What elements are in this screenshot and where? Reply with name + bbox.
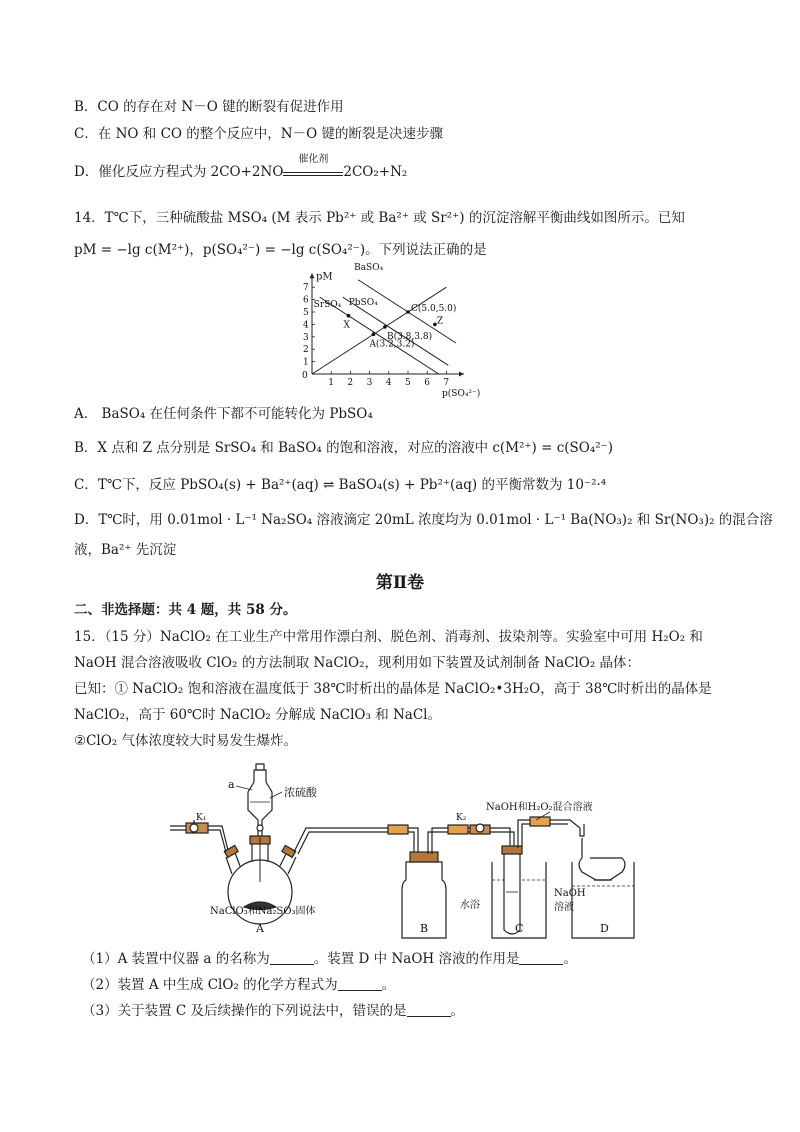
data-point xyxy=(372,333,376,337)
series-name-label: PbSO₄ xyxy=(348,298,378,309)
q14-option-b: B．X 点和 Z 点分别是 SrSO₄ 和 BaSO₄ 的饱和溶液，对应的溶液中 c(M²⁺) = c(SO₄²⁻) xyxy=(74,440,614,456)
q15-sub3-end: 。 xyxy=(450,1003,465,1019)
q15-sub1-text2: 。装置 D 中 NaOH 溶液的作用是 xyxy=(313,951,520,967)
data-point xyxy=(406,310,410,314)
section-title: 第Ⅱ卷 xyxy=(375,573,425,593)
answer-blank[interactable] xyxy=(407,1004,451,1017)
q15-sub2 xyxy=(82,975,395,995)
q15-sub2-text: （2）装置 A 中生成 ClO₂ 的化学方程式为 xyxy=(82,977,338,993)
series-name-label: SrSO₄ xyxy=(313,300,342,311)
answer-blank[interactable] xyxy=(338,978,382,991)
catalyst-arrow xyxy=(283,154,343,176)
apparatus-c xyxy=(448,817,580,938)
q15-stem-line1: 15．（15 分）NaClO₂ 在工业生产中常用作漂白剂、脱色剂、消毒剂、拔染剂等。实验室中可用 H₂O₂ 和 xyxy=(74,629,703,645)
q14-stem-line2: pM = −lg c(M²⁺)，p(SO₄²⁻) = −lg c(SO₄²⁻)。下列说法正确的是 xyxy=(74,242,487,258)
label-apparatus-a: A xyxy=(256,922,264,935)
q15-known-line1: 已知：① NaClO₂ 饱和溶液在温度低于 38℃时析出的晶体是 NaClO₂•3H₂O，高于 38℃时析出的晶体是 xyxy=(74,681,712,697)
q15-sub3 xyxy=(82,1001,464,1021)
origin-label: 0 xyxy=(302,371,308,381)
x-tick-label: 6 xyxy=(424,378,430,388)
catalyst-label: 催化剂 xyxy=(298,154,329,165)
label-mixed-solution: NaOH和H₂O₂混合溶液 xyxy=(486,802,593,813)
answer-blank[interactable] xyxy=(270,952,314,965)
q15-known-line2: NaClO₂，高于 60℃时 NaClO₂ 分解成 NaClO₃ 和 NaCl。 xyxy=(74,707,441,723)
label-k1: K₁ xyxy=(196,813,207,823)
answer-blank[interactable] xyxy=(519,952,563,965)
y-tick-label: 7 xyxy=(303,283,309,294)
x-axis-arrow xyxy=(459,372,464,377)
label-water-bath: 水浴 xyxy=(460,900,480,911)
q13-option-c: C．在 NO 和 CO 的整个反应中，N－O 键的断裂是决速步骤 xyxy=(74,126,443,142)
x-tick-label: 2 xyxy=(347,378,354,388)
q14-option-d-line2: 液，Ba²⁺ 先沉淀 xyxy=(74,542,177,558)
label-naoh: NaOH xyxy=(554,888,586,899)
q15-sub1-text: （1）A 装置中仪器 a 的名称为 xyxy=(82,951,270,967)
x-tick-label: 7 xyxy=(443,378,450,388)
q15-stem-line2: NaOH 混合溶液吸收 ClO₂ 的方法制取 NaClO₂，现利用如下装置及试剂制备 NaClO₂ 晶体： xyxy=(74,655,641,671)
apparatus-d xyxy=(572,824,634,938)
label-solid: NaClO₃和Na₂SO₃固体 xyxy=(210,906,316,917)
q15-sub1 xyxy=(82,949,577,969)
label-conc-acid: 浓硫酸 xyxy=(284,786,317,799)
y-axis-arrow xyxy=(310,273,315,278)
q15-sub1-end: 。 xyxy=(563,951,577,967)
q13-option-b: B．CO 的存在对 N－O 键的断裂有促进作用 xyxy=(74,99,344,115)
label-apparatus-b: B xyxy=(420,922,429,935)
y-tick-label: 6 xyxy=(303,295,309,306)
section-heading: 二、非选择题：共 4 题，共 58 分。 xyxy=(74,602,297,618)
q13-option-d-products: 2CO₂+N₂ xyxy=(343,164,408,180)
point-label: X xyxy=(343,320,350,331)
label-apparatus-c: C xyxy=(515,922,524,935)
x-tick-label: 4 xyxy=(385,378,392,388)
q14-option-d-line1: D．T℃时，用 0.01mol · L⁻¹ Na₂SO₄ 溶液滴定 20mL 浓度均为 0.01mol · L⁻¹ Ba(NO₃)₂ 和 Sr(NO₃)₂ 的混合溶 xyxy=(74,512,773,528)
q15-known-line3: ②ClO₂ 气体浓度较大时易发生爆炸。 xyxy=(74,733,298,749)
x-tick-label: 3 xyxy=(366,378,373,388)
apparatus-diagram xyxy=(170,762,640,942)
y-tick-label: 3 xyxy=(303,332,309,343)
label-a: a xyxy=(228,778,235,791)
q15-sub2-end: 。 xyxy=(381,977,396,993)
q13-option-d-text: D．催化反应方程式为 2CO+2NO xyxy=(74,164,284,180)
solubility-chart xyxy=(290,262,520,400)
point-label: Z xyxy=(436,316,444,327)
data-point xyxy=(383,325,387,329)
q14-stem-line1: 14．T℃下，三种硫酸盐 MSO₄ (M 表示 Pb²⁺ 或 Ba²⁺ 或 Sr²⁺) 的沉淀溶解平衡曲线如图所示。已知 xyxy=(74,210,685,226)
x-tick-label: 1 xyxy=(328,378,334,388)
q14-option-a: A． BaSO₄ 在任何条件下都不可能转化为 PbSO₄ xyxy=(74,406,373,422)
y-tick-label: 2 xyxy=(303,345,309,356)
y-tick-label: 4 xyxy=(303,320,309,331)
y-tick-label: 1 xyxy=(303,357,309,368)
x-axis-label: p(SO₄²⁻) xyxy=(442,389,481,399)
y-tick-label: 5 xyxy=(303,308,309,318)
point-label: C(5.0,5.0) xyxy=(411,304,457,314)
label-apparatus-d: D xyxy=(600,922,609,935)
point-label: B(3.8,3.8) xyxy=(386,331,433,342)
series-name-label: BaSO₄ xyxy=(354,262,384,273)
data-point xyxy=(347,314,351,318)
label-k2: K₂ xyxy=(456,813,467,823)
q13-option-d xyxy=(74,154,408,182)
q14-option-c: C．T℃下，反应 PbSO₄(s) + Ba²⁺(aq) ⇌ BaSO₄(s) + Pb²⁺(aq) 的平衡常数为 10⁻²·⁴ xyxy=(74,477,607,493)
q15-sub3-text: （3）关于装置 C 及后续操作的下列说法中，错误的是 xyxy=(82,1003,407,1019)
label-naoh-solution: 溶液 xyxy=(554,902,574,913)
y-axis-label: pM xyxy=(316,271,333,283)
point-label: A(3.2,3.2) xyxy=(369,339,415,350)
apparatus-b xyxy=(388,825,500,938)
x-tick-label: 5 xyxy=(405,378,411,388)
